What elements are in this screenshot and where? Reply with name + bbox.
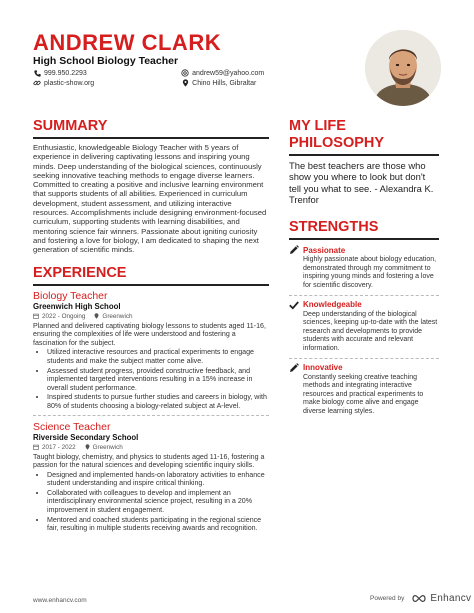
philosophy-quote: The best teachers are those who show you where to look but don't tell you what to see. - Alexandra K. Trenfor <box>289 160 434 205</box>
strength-item <box>289 299 439 354</box>
check-icon <box>289 300 303 310</box>
list-item: • Inspired students to pursue further studies and careers in biology, with 80% of students choosing a biology-related subject at A-level. <box>47 393 269 410</box>
profile-photo <box>365 30 441 106</box>
experience-heading: EXPERIENCE <box>33 265 269 286</box>
job-company: Riverside Secondary School <box>33 432 139 442</box>
strength-item <box>289 362 439 417</box>
email-text: andrew59@yahoo.com <box>192 69 265 77</box>
calendar-icon <box>33 444 39 450</box>
job-description: Planned and delivered captivating biology lessons to students aged 11-16, ensuring the complexities of life were understood and fostering a fascination for the subject. <box>33 321 266 347</box>
strength-title: Knowledgeable <box>303 300 362 310</box>
experience-section <box>33 265 269 533</box>
job-location: Greenwich <box>92 443 123 451</box>
strength-item <box>289 244 439 290</box>
strength-text: Constantly seeking creative teaching methods and integrating interactive resources and practical experiments to make biology come alive and engage diverse learning styles. <box>303 373 424 415</box>
location-pin-icon <box>85 444 90 450</box>
contact-info <box>33 68 283 88</box>
philosophy-heading: MY LIFE PHILOSOPHY <box>289 118 439 156</box>
job-entry <box>33 421 269 533</box>
job-title: Biology Teacher <box>33 289 108 302</box>
strength-text: Highly passionate about biology education, demonstrated through my commitment to inspiring young minds and fostering a love for scientific discovery. <box>303 256 437 289</box>
divider <box>289 295 439 296</box>
summary-heading: SUMMARY <box>33 118 269 139</box>
job-title: Science Teacher <box>33 420 111 433</box>
philosophy-section <box>289 118 439 205</box>
job-dates: 2017 - 2022 <box>42 443 76 451</box>
pen-icon <box>289 245 303 255</box>
phone-icon <box>33 69 41 77</box>
pen-icon <box>289 363 303 373</box>
left-column <box>33 118 269 534</box>
strength-title: Innovative <box>303 363 343 373</box>
powered-by-text: Powered by <box>370 595 405 602</box>
candidate-name: ANDREW CLARK <box>33 30 222 55</box>
summary-section <box>33 118 269 255</box>
list-item: • Designed and implemented hands-on laboratory activities to enhance student understanding and inspire critical thinking. <box>47 471 269 488</box>
job-company: Greenwich High School <box>33 301 121 311</box>
divider <box>33 415 269 416</box>
strength-title: Passionate <box>303 245 346 255</box>
job-meta <box>33 312 269 321</box>
location-contact <box>181 79 283 87</box>
calendar-icon <box>33 313 39 319</box>
location-text: Chino Hills, Gibraltar <box>192 79 257 87</box>
list-item: • Collaborated with colleagues to develop and implement an interdisciplinary environmental science project, resulting in a 20% improvement in student engagement. <box>47 489 269 515</box>
phone-contact <box>33 69 181 77</box>
job-meta <box>33 443 269 452</box>
location-pin-icon <box>181 79 189 87</box>
candidate-title: High School Biology Teacher <box>33 55 179 67</box>
strengths-section <box>289 219 439 416</box>
list-item: • Utilized interactive resources and practical experiments to engage students and make the subject matter come alive. <box>47 348 269 365</box>
link-icon <box>33 79 41 87</box>
website-text: plastic-show.org <box>44 79 95 87</box>
job-entry <box>33 290 269 411</box>
job-description: Taught biology, chemistry, and physics to students aged 11-16, fostering a passion for the natural sciences and developing scientific inquiry skills. <box>33 452 265 470</box>
job-dates: 2022 - Ongoing <box>42 312 86 320</box>
strength-text: Deep understanding of the biological sciences, keeping up-to-date with the latest research and developments to provide students with accurate and relevant information. <box>303 310 438 352</box>
divider <box>289 358 439 359</box>
footer-branding <box>370 593 471 604</box>
enhancv-logo-icon <box>412 594 426 603</box>
email-contact[interactable] <box>181 69 283 77</box>
website-contact[interactable] <box>33 79 181 87</box>
right-column <box>289 118 439 421</box>
strengths-heading: STRENGTHS <box>289 219 439 240</box>
job-location: Greenwich <box>102 312 133 320</box>
summary-text: Enthusiastic, knowledgeable Biology Teacher with 5 years of experience in delivering captivating lessons and inspiring young minds. Deep understanding of the biological sciences, continuously seeking innovative teaching methods to engage diverse learners. Committed to creating a positive and inclusive learning environment that supports students of all abilities. Experienced in curriculum development, student assessment, and utilizing interactive resources. Accomplishments include designing environment-focused curriculum, supporting students with learning disabilities, and mentoring science fair winners. Passionate about igniting curiosity and fostering a love for biology, I am dedicated to shaping the next generation of scientific minds. <box>33 143 267 255</box>
job-bullets <box>33 348 269 410</box>
list-item: • Mentored and coached students participating in the regional science fair, resulting in multiple students receiving awards and recognition. <box>47 516 269 533</box>
brand-name: Enhancv <box>430 593 472 604</box>
list-item: • Assessed student progress, provided constructive feedback, and implemented targeted interventions resulting in a 15% increase in overall student performance. <box>47 367 269 393</box>
footer-website[interactable]: www.enhancv.com <box>33 597 87 604</box>
job-bullets <box>33 471 269 533</box>
at-icon <box>181 69 189 77</box>
phone-text: 999.950.2293 <box>44 69 87 77</box>
location-pin-icon <box>94 313 99 319</box>
